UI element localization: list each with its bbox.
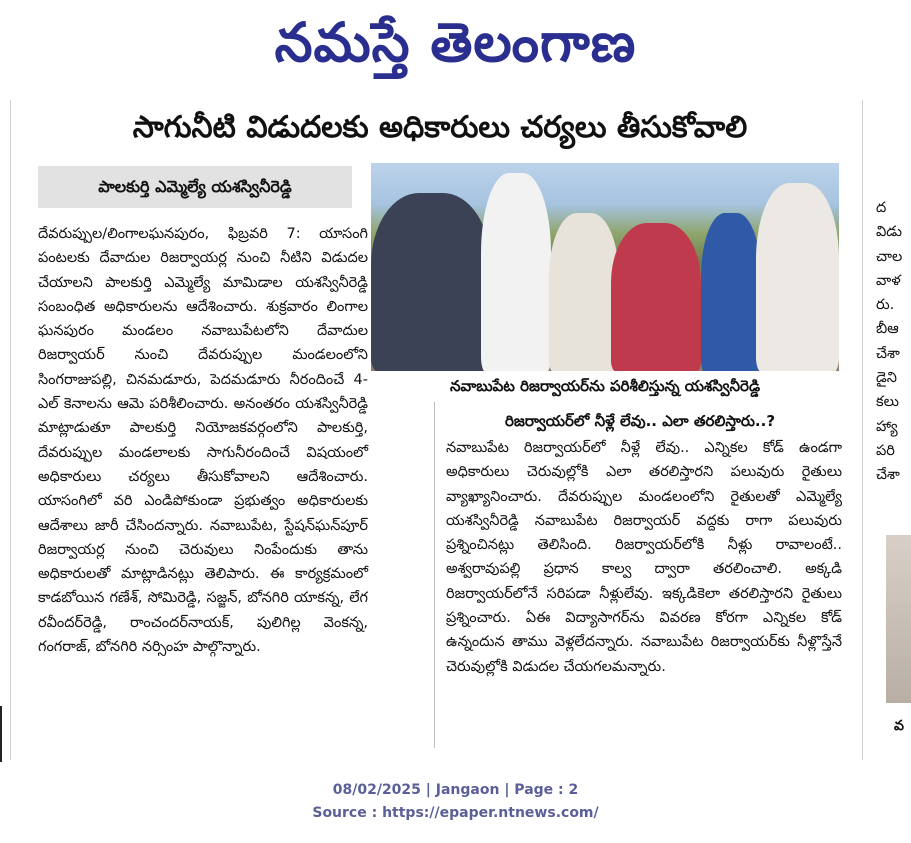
- article-body-left: [38, 222, 368, 659]
- crop-mark: [0, 706, 8, 762]
- article-photo: [371, 163, 839, 371]
- fragment-line: కలు: [876, 394, 899, 411]
- left-column-text: దేవరుప్పుల/లింగాలఘనపురం, ఫిబ్రవరి 7: యాసంగి పంటలకు దేవాదుల రిజర్వాయర్ల నుంచి నీటిని విడుదల చేయాలని పాలకుర్తి ఎమ్మెల్యే మామిడాల యశస్వినీరెడ్డి సంబంధిత అధికారులను ఆదేశించారు. శుక్రవారం లింగాల ఘనపురం మండలం నవాబుపేటలోని దేవాదుల రిజర్వాయర్ నుంచి దేవరుప్పుల మండలంలోని సింగరాజుపల్లి, చినమడూరు, పెదమడూరు నీరందించే 4-ఎల్ కెనాలను ఆమె పరిశీలించారు. అనంతరం యశస్వినీరెడ్డి మాట్లాడుతూ పాలకుర్తి నియోజకవర్గంలోని పాలకుర్తి, దేవరుప్పుల మండలాలకు సాగునీరందించే విషయంలో అధికారులు చర్యలు తీసుకోవాలని ఆదేశించారు. యాసంగిలో వరి ఎండిపోకుండా ప్రభుత్వం అధికారులకు ఆదేశాలు జారీ చేసిందన్నారు. నవాబుపేట, స్టేషన్‌ఘన్‌పూర్ రిజర్వాయర్ల నుంచి చెరువులు నింపేందుకు తాను అధికారులతో మాట్లాడినట్లు తెలిపారు. ఈ కార్యక్రమంలో కాడబోయిన గణేశ్, సోమిరెడ్డి, సజ్జన్, బోనగిరి యాకన్న, లేగ రవీందర్‌రెడ్డి, రాంచందర్‌నాయక్, పులిగిల్ల వెంకన్న, గంగరాజ్, బోనగిరి నర్సింహ పాల్గొన్నారు.: [38, 226, 368, 656]
- photo-caption: నవాబుపేట రిజర్వాయర్‌ను పరిశీలిస్తున్న యశస్వినీరెడ్డి: [449, 377, 761, 395]
- fragment-line: విడు: [876, 224, 903, 241]
- right-column-text: నవాబుపేట రిజర్వాయర్‌లో నీళ్లే లేవు.. ఎన్నికల కోడ్ ఉండగా అధికారులు చెరువుల్లోకి ఎలా తరలిస్తారని పలువురు రైతులు వ్యాఖ్యానించారు. దేవరుప్పుల మండలంలోని రైతులతో ఎమ్మెల్యే యశస్వినీరెడ్డి నవాబుపేట రిజర్వాయర్ వద్దకు రాగా పలువురు ప్రశ్నించినట్లు తెలిసింది. రిజర్వాయర్‌లోకి నీళ్లు రావాలంటే.. అశ్వరావుపల్లి ప్రధాన కాల్వ ద్వారా తరలించాలి. అక్కడి రిజర్వాయర్‌లోనే సరిపడా నీళ్లులేవు. ఇక్కడికెలా తరలిస్తారని రైతులు ప్రశ్నించారు. ఏఈ విద్యాసాగర్‌ను వివరణ కోరగా ఎన్నికల కోడ్ ఉన్నందున తాము వెళ్లలేదన్నారు. నవాబుపేట రిజర్వాయర్‌కు నీళ్లొస్తేనే చెరువుల్లోకి విడుదల చేయగలమన్నారు.: [446, 440, 842, 675]
- column-divider: [434, 402, 435, 748]
- fragment-line: డైని: [876, 370, 897, 387]
- article-subhead: పాలకుర్తి ఎమ్మెల్యే యశస్వినీరెడ్డి: [38, 166, 352, 208]
- left-column-rule: [10, 100, 11, 760]
- footer-source-link[interactable]: Source : https://epaper.ntnews.com/: [312, 805, 599, 821]
- newspaper-masthead: నమస్తే తెలంగాణ: [274, 11, 637, 74]
- fragment-line: బీఆ: [876, 321, 899, 338]
- footer-date-edition: 08/02/2025 | Jangaon | Page : 2: [332, 782, 579, 798]
- fragment-line: చేశా: [876, 467, 900, 484]
- right-column-rule: [862, 100, 863, 760]
- article-body-right: [446, 436, 842, 679]
- fragment-line: చాల: [876, 248, 903, 265]
- article-headline: సాగునీటి విడుదలకు అధికారులు చర్యలు తీసుకోవాలి: [132, 110, 748, 145]
- fragment-line: చేశా: [876, 345, 900, 362]
- adjacent-caption-fragment: వ: [894, 718, 904, 734]
- fragment-line: ద: [876, 200, 887, 216]
- fragment-line: హ్యా: [876, 418, 898, 435]
- fragment-line: వాళ: [876, 272, 901, 289]
- secondary-subhead: రిజర్వాయర్‌లో నీళ్లే లేవు.. ఎలా తరలిస్తారు..?: [504, 412, 776, 430]
- fragment-line: పరి: [876, 442, 895, 459]
- adjacent-photo-fragment: [886, 535, 911, 703]
- fragment-line: రు.: [876, 297, 895, 314]
